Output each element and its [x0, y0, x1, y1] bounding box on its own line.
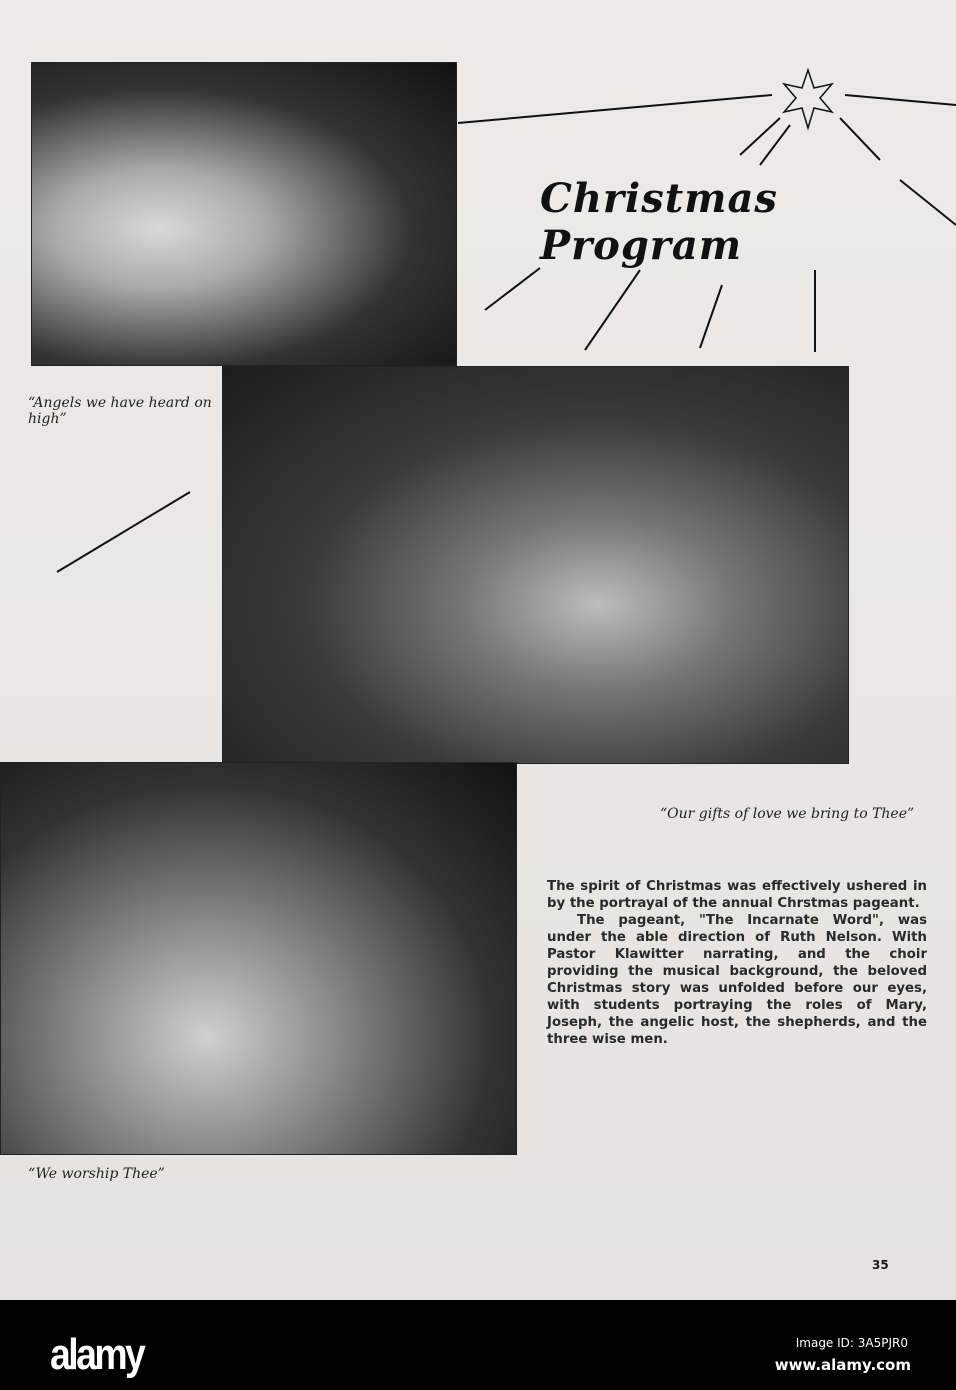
star-icon	[784, 70, 832, 128]
caption-gifts: “Our gifts of love we bring to Thee”	[660, 806, 915, 822]
image-id: Image ID: 3A5PJR0	[795, 1336, 908, 1350]
watermark-bar	[0, 1300, 956, 1390]
page-number: 35	[872, 1258, 889, 1272]
page-title: Christmas Program	[540, 175, 778, 269]
alamy-logo: alamy	[50, 1330, 144, 1379]
article-body	[547, 878, 927, 1048]
body-paragraph: The pageant, "The Incarnate Word", was under the able direction of Ruth Nelson. With Pastor Klawitter narrating, and the choir providing the musical background, the beloved Christmas story was unfolded before our eyes, with students portraying the roles of Mary, Joseph, the angelic host, the shepherds, and the three wise men.	[547, 913, 927, 1047]
caption-worship: “We worship Thee”	[28, 1166, 165, 1182]
watermark-url: www.alamy.com	[774, 1356, 911, 1374]
caption-angels: “Angels we have heard on high”	[28, 395, 212, 427]
body-paragraph: The spirit of Christmas was effectively ushered in by the portrayal of the annual Chrstmas pageant.	[547, 879, 927, 911]
